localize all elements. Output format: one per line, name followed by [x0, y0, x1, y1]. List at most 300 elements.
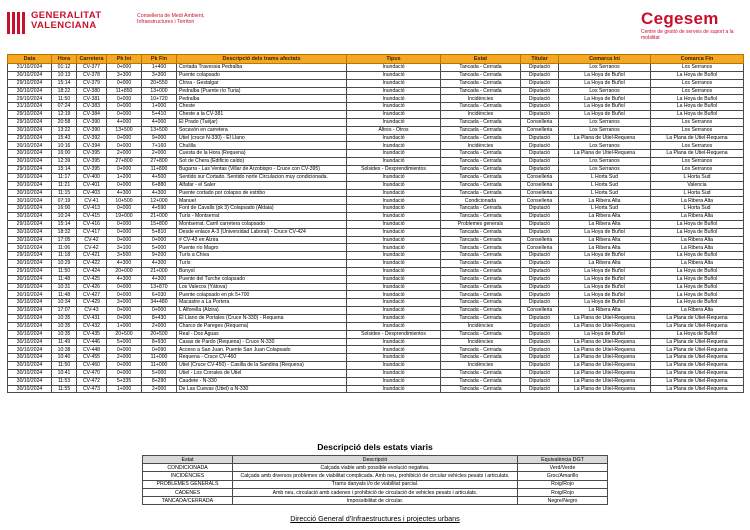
table-cell: Diputació: [521, 322, 559, 330]
table-cell: Tancada - Cerrada: [441, 236, 521, 244]
table-cell: La Ribera Alta: [559, 307, 651, 315]
table-cell: Tancada - Cerrada: [441, 165, 521, 173]
table-cell: Diputació: [521, 228, 559, 236]
table-cell: Casas de Pardo (Requena) - Cruce N-330: [177, 338, 347, 346]
legend-cell: Trams danyats i/o de viabilitat parcial.: [233, 480, 518, 488]
table-cell: 29/10/2024: [8, 111, 52, 119]
table-cell: La Hoya de Buñol: [651, 103, 744, 111]
column-header: Hora: [52, 55, 77, 64]
table-cell: 0+000: [107, 291, 142, 299]
table-row: [8, 252, 744, 260]
table-cell: La Hoya de Buñol: [651, 252, 744, 260]
table-row: [8, 354, 744, 362]
table-cell: Tancada - Cerrada: [441, 205, 521, 213]
table-cell: Tancada - Cerrada: [441, 228, 521, 236]
table-cell: CV-383: [77, 103, 107, 111]
table-cell: 11:48: [52, 291, 77, 299]
table-cell: 0+000: [107, 346, 142, 354]
department-name: [137, 13, 204, 26]
table-cell: 17:07: [52, 307, 77, 315]
table-cell: Diputació: [521, 71, 559, 79]
table-cell: 0+000: [107, 228, 142, 236]
table-cell: La Ribera Alta: [651, 197, 744, 205]
table-cell: Diputació: [521, 134, 559, 142]
table-cell: Inundació: [347, 346, 441, 354]
table-cell: 29/10/2024: [8, 252, 52, 260]
table-cell: Sentido sur Cortado. Sentido norte Circulacion muy condicionada.: [177, 173, 347, 181]
table-cell: La Plana de Utiel-Requena: [651, 150, 744, 158]
table-cell: La Plana de Utiel-Requena: [559, 338, 651, 346]
table-cell: Condicionada: [441, 197, 521, 205]
table-cell: Diputació: [521, 275, 559, 283]
table-cell: 2+000: [107, 354, 142, 362]
legend-title: Descripció dels estats viaris: [317, 442, 433, 452]
table-cell: 4+300: [142, 275, 177, 283]
table-cell: 16:00: [52, 205, 77, 213]
table-cell: Diputació: [521, 220, 559, 228]
table-cell: La Hoya de Buñol: [651, 283, 744, 291]
legend-cell: PROBLEMES GENERALS: [143, 480, 233, 488]
table-cell: Inundació: [347, 315, 441, 323]
table-cell: La Hoya de Buñol: [651, 220, 744, 228]
table-cell: Los Serranos: [559, 165, 651, 173]
table-cell: La Hoya de Buñol: [559, 95, 651, 103]
table-cell: 30/10/2024: [8, 173, 52, 181]
table-cell: Conselleria: [521, 126, 559, 134]
table-cell: Conselleria: [521, 118, 559, 126]
table-cell: 10+500: [107, 197, 142, 205]
table-cell: CV-417: [77, 228, 107, 236]
table-cell: 4+300: [107, 189, 142, 197]
table-cell: 30/10/2024: [8, 142, 52, 150]
table-cell: Conselleria: [521, 307, 559, 315]
legend-cell: Impossibilitat de circular.: [233, 497, 518, 505]
table-cell: La Plana de Utiel-Requena: [559, 385, 651, 393]
table-cell: Inundació: [347, 244, 441, 252]
legend-cell: Amb neu, circulació amb cadenes i prohibició de circulació de vehicles pesats i articulats.: [233, 488, 518, 496]
table-cell: Conselleria: [521, 244, 559, 252]
table-cell: 17:05: [52, 236, 77, 244]
table-cell: CV-424: [77, 267, 107, 275]
table-cell: Valencia: [651, 181, 744, 189]
table-cell: Inundació: [347, 79, 441, 87]
table-row: [8, 71, 744, 79]
table-cell: 12+000: [142, 197, 177, 205]
table-cell: 30/10/2024: [8, 71, 52, 79]
table-cell: Tancada - Cerrada: [441, 134, 521, 142]
table-cell: 13+500: [107, 126, 142, 134]
table-cell: Diputació: [521, 111, 559, 119]
table-cell: La Ribera Alta: [651, 236, 744, 244]
table-cell: L Horta Sud: [559, 173, 651, 181]
table-cell: CV-422: [77, 260, 107, 268]
table-cell: 30/10/2024: [8, 260, 52, 268]
table-cell: Los Serranos: [559, 64, 651, 72]
table-cell: 0+000: [107, 205, 142, 213]
table-cell: CV-448: [77, 346, 107, 354]
table-cell: Altres - Otros: [347, 126, 441, 134]
table-cell: Real - Dos Aguas: [177, 330, 347, 338]
table-cell: Tancada - Cerrada: [441, 213, 521, 221]
table-cell: CV-427: [77, 291, 107, 299]
table-cell: Diputació: [521, 150, 559, 158]
table-cell: 0+000: [107, 79, 142, 87]
table-row: [8, 158, 744, 166]
table-cell: Pedralba: [177, 95, 347, 103]
table-cell: 2+000: [107, 150, 142, 158]
legend-cell: Calçada viable amb possible evolució negativa.: [233, 464, 518, 472]
table-cell: 5+000: [142, 369, 177, 377]
table-cell: La Hoya de Buñol: [651, 299, 744, 307]
table-cell: 29/10/2024: [8, 95, 52, 103]
table-cell: 30/10/2024: [8, 126, 52, 134]
table-cell: Turís - Montserrat: [177, 213, 347, 221]
table-cell: Socavón en carretera: [177, 126, 347, 134]
table-cell: Tancada - Cerrada: [441, 71, 521, 79]
table-cell: Tancada - Cerrada: [441, 189, 521, 197]
table-cell: 5+810: [142, 228, 177, 236]
table-cell: Diputació: [521, 205, 559, 213]
table-cell: 4+000: [107, 118, 142, 126]
table-row: [8, 307, 744, 315]
table-cell: 5+335: [107, 377, 142, 385]
table-cell: 0+000: [107, 111, 142, 119]
table-cell: CV-460: [77, 362, 107, 370]
table-cell: CV-400: [77, 173, 107, 181]
table-cell: 13:22: [52, 126, 77, 134]
table-cell: 10:13: [52, 71, 77, 79]
table-cell: 9+200: [142, 252, 177, 260]
table-cell: La Plana de Utiel-Requena: [559, 362, 651, 370]
column-header: Descripció dels trams afectats: [177, 55, 347, 64]
table-cell: Chiva - Gestalgar: [177, 79, 347, 87]
table-cell: Inundació: [347, 267, 441, 275]
table-cell: 07:24: [52, 103, 77, 111]
table-cell: La Plana de Utiel-Requena: [651, 354, 744, 362]
table-cell: 29/10/2024: [8, 220, 52, 228]
table-cell: Los Serranos: [559, 126, 651, 134]
table-cell: La Plana de Utiel-Requena: [651, 377, 744, 385]
table-row: [8, 330, 744, 338]
page-header: [0, 0, 750, 52]
table-cell: Bunyol: [177, 267, 347, 275]
table-cell: 4+300: [107, 260, 142, 268]
legend-cell: TANCADA/CERRADA: [143, 497, 233, 505]
table-cell: 11+000: [142, 362, 177, 370]
table-cell: 21+000: [142, 267, 177, 275]
table-cell: Tancada - Cerrada: [441, 291, 521, 299]
table-cell: El Prado (Tuéjar): [177, 118, 347, 126]
table-cell: Pedralba (Puente río Turia): [177, 87, 347, 95]
table-cell: La Hoya de Buñol: [559, 252, 651, 260]
table-cell: Diputació: [521, 354, 559, 362]
table-cell: 15:14: [52, 165, 77, 173]
table-cell: 0+000: [107, 369, 142, 377]
table-cell: 0+000: [107, 307, 142, 315]
table-row: [8, 299, 744, 307]
table-cell: CV-426: [77, 283, 107, 291]
cegesem-subtitle: Centre de gestió de serveis de suport a la mobilitat: [641, 29, 734, 41]
table-cell: 0+000: [142, 236, 177, 244]
table-cell: 5+000: [107, 338, 142, 346]
legend-cell: Roig/Rojo: [518, 488, 608, 496]
table-cell: 11:53: [52, 377, 77, 385]
table-cell: 3+300: [142, 71, 177, 79]
table-cell: Diputació: [521, 103, 559, 111]
table-cell: CV-431: [77, 315, 107, 323]
table-cell: Problemes generals: [441, 220, 521, 228]
table-row: [8, 173, 744, 181]
table-row: [8, 267, 744, 275]
road-status-table: [7, 54, 744, 393]
table-cell: L Horta Sud: [559, 189, 651, 197]
table-cell: La Plana de Utiel-Requena: [559, 322, 651, 330]
table-row: [8, 244, 744, 252]
table-cell: Incidències: [441, 95, 521, 103]
table-cell: 16:00: [52, 150, 77, 158]
table-cell: Los Serranos: [651, 118, 744, 126]
table-cell: 10:35: [52, 322, 77, 330]
table-cell: Puente del Turche colapsado: [177, 275, 347, 283]
table-cell: Diputació: [521, 252, 559, 260]
table-row: [8, 228, 744, 236]
table-cell: 0+000: [107, 220, 142, 228]
table-cell: 30/10/2024: [8, 275, 52, 283]
table-cell: 30/10/2024: [8, 158, 52, 166]
table-cell: La Plana de Utiel-Requena: [651, 315, 744, 323]
legend-cell: Negre/Negro: [518, 497, 608, 505]
legend-row: [143, 464, 608, 472]
legend-cell: CONDICIONADA: [143, 464, 233, 472]
table-cell: 4+300: [142, 260, 177, 268]
table-cell: CV-473: [77, 385, 107, 393]
legend-cell: INCIDÈNCIES: [143, 472, 233, 480]
table-cell: 30/10/2024: [8, 315, 52, 323]
table-cell: Diputació: [521, 315, 559, 323]
table-cell: Inundació: [347, 322, 441, 330]
table-cell: 30/10/2024: [8, 338, 52, 346]
table-cell: L Horta Sud: [559, 181, 651, 189]
table-cell: 30/10/2024: [8, 244, 52, 252]
table-cell: Bugarra - Las Ventas (Villar de Arzobispo - Cruce con CV-395): [177, 165, 347, 173]
table-cell: Los Serranos: [559, 118, 651, 126]
table-cell: Diputació: [521, 64, 559, 72]
table-cell: 30/10/2024: [8, 291, 52, 299]
table-cell: CV-413: [77, 205, 107, 213]
table-cell: CV-401: [77, 181, 107, 189]
table-cell: Inundació: [347, 220, 441, 228]
table-row: [8, 377, 744, 385]
table-cell: Inundació: [347, 252, 441, 260]
table-cell: CV-429: [77, 299, 107, 307]
column-header: Comarca Fin: [651, 55, 744, 64]
table-cell: Manuel: [177, 197, 347, 205]
table-cell: Tancada - Cerrada: [441, 118, 521, 126]
table-cell: 20+000: [107, 267, 142, 275]
table-cell: 3+300: [107, 71, 142, 79]
table-cell: Cheste: [177, 103, 347, 111]
table-cell: La Hoya de Buñol: [651, 267, 744, 275]
column-header: Data: [8, 55, 52, 64]
footer-link[interactable]: Direcció General d'Infraestructures i projectes urbans: [290, 514, 460, 523]
table-cell: 0+000: [107, 95, 142, 103]
legend-cell: Calçada amb diversos problemes de viabilitat complicada. Amb neu, prohibició de circular vehicles pesats i articulats.: [233, 472, 518, 480]
table-cell: CV-392: [77, 134, 107, 142]
table-cell: Inundació: [347, 307, 441, 315]
table-cell: La Ribera Alta: [559, 197, 651, 205]
table-cell: Montserrat. Carril carretera colapsado: [177, 220, 347, 228]
table-cell: Diputació: [521, 330, 559, 338]
table-cell: CV-455: [77, 354, 107, 362]
table-cell: Inundació: [347, 142, 441, 150]
table-cell: Puente cortado por colapso de estribo: [177, 189, 347, 197]
table-row: [8, 369, 744, 377]
legend-row: [143, 480, 608, 488]
table-cell: Tancada - Cerrada: [441, 330, 521, 338]
table-cell: Los Serranos: [559, 158, 651, 166]
table-cell: La Plana de Utiel-Requena: [559, 134, 651, 142]
table-cell: 30/10/2024: [8, 322, 52, 330]
table-cell: Inundació: [347, 71, 441, 79]
table-cell: La Hoya de Buñol: [651, 95, 744, 103]
dept-line-1: Conselleria de Medi Ambient,: [137, 13, 205, 19]
table-row: [8, 197, 744, 205]
dept-line-2: Infraestructures i Territori: [137, 19, 195, 26]
table-cell: 10:40: [52, 354, 77, 362]
table-cell: 29/10/2024: [8, 118, 52, 126]
column-header: Tipus: [347, 55, 441, 64]
table-cell: 11:48: [52, 275, 77, 283]
table-cell: Puente río Magro: [177, 244, 347, 252]
table-cell: CV-472: [77, 377, 107, 385]
table-cell: Diputació: [521, 79, 559, 87]
table-cell: 3+000: [107, 299, 142, 307]
legend-cell: Roig/Rojo: [518, 480, 608, 488]
table-cell: Diputació: [521, 142, 559, 150]
table-cell: 2+000: [142, 385, 177, 393]
table-cell: Inundació: [347, 213, 441, 221]
table-cell: 27+800: [107, 158, 142, 166]
table-cell: 11:17: [52, 173, 77, 181]
table-cell: 8+930: [142, 338, 177, 346]
table-cell: 10:35: [52, 315, 77, 323]
table-cell: Inundació: [347, 369, 441, 377]
table-cell: 0+000: [107, 165, 142, 173]
table-cell: Charco de Pareges (Requena): [177, 322, 347, 330]
table-cell: La Hoya de Buñol: [651, 71, 744, 79]
table-cell: 4+500: [142, 173, 177, 181]
table-cell: Tancada - Cerrada: [441, 385, 521, 393]
table-cell: L Alforella (Alzira): [177, 307, 347, 315]
table-row: [8, 64, 744, 72]
column-header: Titular: [521, 55, 559, 64]
table-cell: 10:29: [52, 260, 77, 268]
table-cell: 6+880: [142, 181, 177, 189]
table-cell: Inundació: [347, 205, 441, 213]
table-cell: 11:15: [52, 189, 77, 197]
table-cell: 0+000: [107, 64, 142, 72]
table-row: [8, 205, 744, 213]
legend-cell: CADENES: [143, 488, 233, 496]
table-cell: 27+800: [142, 158, 177, 166]
table-row: [8, 291, 744, 299]
table-cell: La Ribera Alta: [651, 244, 744, 252]
table-row: [8, 150, 744, 158]
table-row: [8, 315, 744, 323]
table-cell: 30/10/2024: [8, 181, 52, 189]
table-row: [8, 142, 744, 150]
table-cell: 0+000: [107, 134, 142, 142]
table-cell: 11:49: [52, 338, 77, 346]
table-cell: Tancada - Cerrada: [441, 244, 521, 252]
table-cell: CV-381: [77, 95, 107, 103]
table-cell: Inundació: [347, 189, 441, 197]
table-cell: Los Serranos: [651, 158, 744, 166]
table-cell: 0+000: [107, 103, 142, 111]
table-row: [8, 87, 744, 95]
table-cell: 4+300: [142, 189, 177, 197]
table-cell: CV-395: [77, 158, 107, 166]
table-cell: 13+870: [142, 283, 177, 291]
table-cell: Tancada - Cerrada: [441, 64, 521, 72]
table-cell: 10:34: [52, 299, 77, 307]
table-cell: 30/10/2024: [8, 346, 52, 354]
table-cell: La Hoya de Buñol: [559, 267, 651, 275]
table-cell: Chulilla: [177, 142, 347, 150]
table-cell: Inundació: [347, 385, 441, 393]
table-cell: Turís a Chiva: [177, 252, 347, 260]
column-header: Carretera: [77, 55, 107, 64]
table-row: [8, 95, 744, 103]
table-cell: Diputació: [521, 95, 559, 103]
table-cell: 15:43: [52, 134, 77, 142]
table-cell: La Hoya de Buñol: [559, 330, 651, 338]
table-cell: Solsides - Desprendimientos: [347, 165, 441, 173]
table-cell: CV-377: [77, 64, 107, 72]
table-row: [8, 236, 744, 244]
legend-header-row: [143, 456, 608, 464]
table-cell: CV-384: [77, 111, 107, 119]
table-cell: CV-403: [77, 189, 107, 197]
table-cell: 30/10/2024: [8, 354, 52, 362]
table-cell: La Hoya de Buñol: [559, 103, 651, 111]
table-cell: 11:06: [52, 244, 77, 252]
table-cell: Tancada - Cerrada: [441, 307, 521, 315]
table-cell: Diputació: [521, 165, 559, 173]
table-cell: Inundació: [347, 362, 441, 370]
table-cell: La Ribera Alta: [651, 307, 744, 315]
table-cell: Tancada - Cerrada: [441, 354, 521, 362]
table-cell: 10:24: [52, 213, 77, 221]
table-cell: 20+500: [107, 330, 142, 338]
table-cell: 5+000: [142, 244, 177, 252]
legend-row: [143, 497, 608, 505]
table-cell: 18:32: [52, 228, 77, 236]
table-cell: Inundació: [347, 150, 441, 158]
table-header-row: [8, 55, 744, 64]
table-cell: 15:14: [52, 79, 77, 87]
table-cell: Cortada Travessia Pedralba: [177, 64, 347, 72]
table-cell: La Hoya de Buñol: [559, 79, 651, 87]
table-cell: Tancada - Cerrada: [441, 150, 521, 158]
table-cell: Tancada - Cerrada: [441, 346, 521, 354]
table-cell: Tancada - Cerrada: [441, 267, 521, 275]
table-cell: 0+000: [107, 362, 142, 370]
legend-row: [143, 488, 608, 496]
table-cell: 29/10/2024: [8, 79, 52, 87]
table-row: [8, 362, 744, 370]
table-cell: CV-446: [77, 338, 107, 346]
